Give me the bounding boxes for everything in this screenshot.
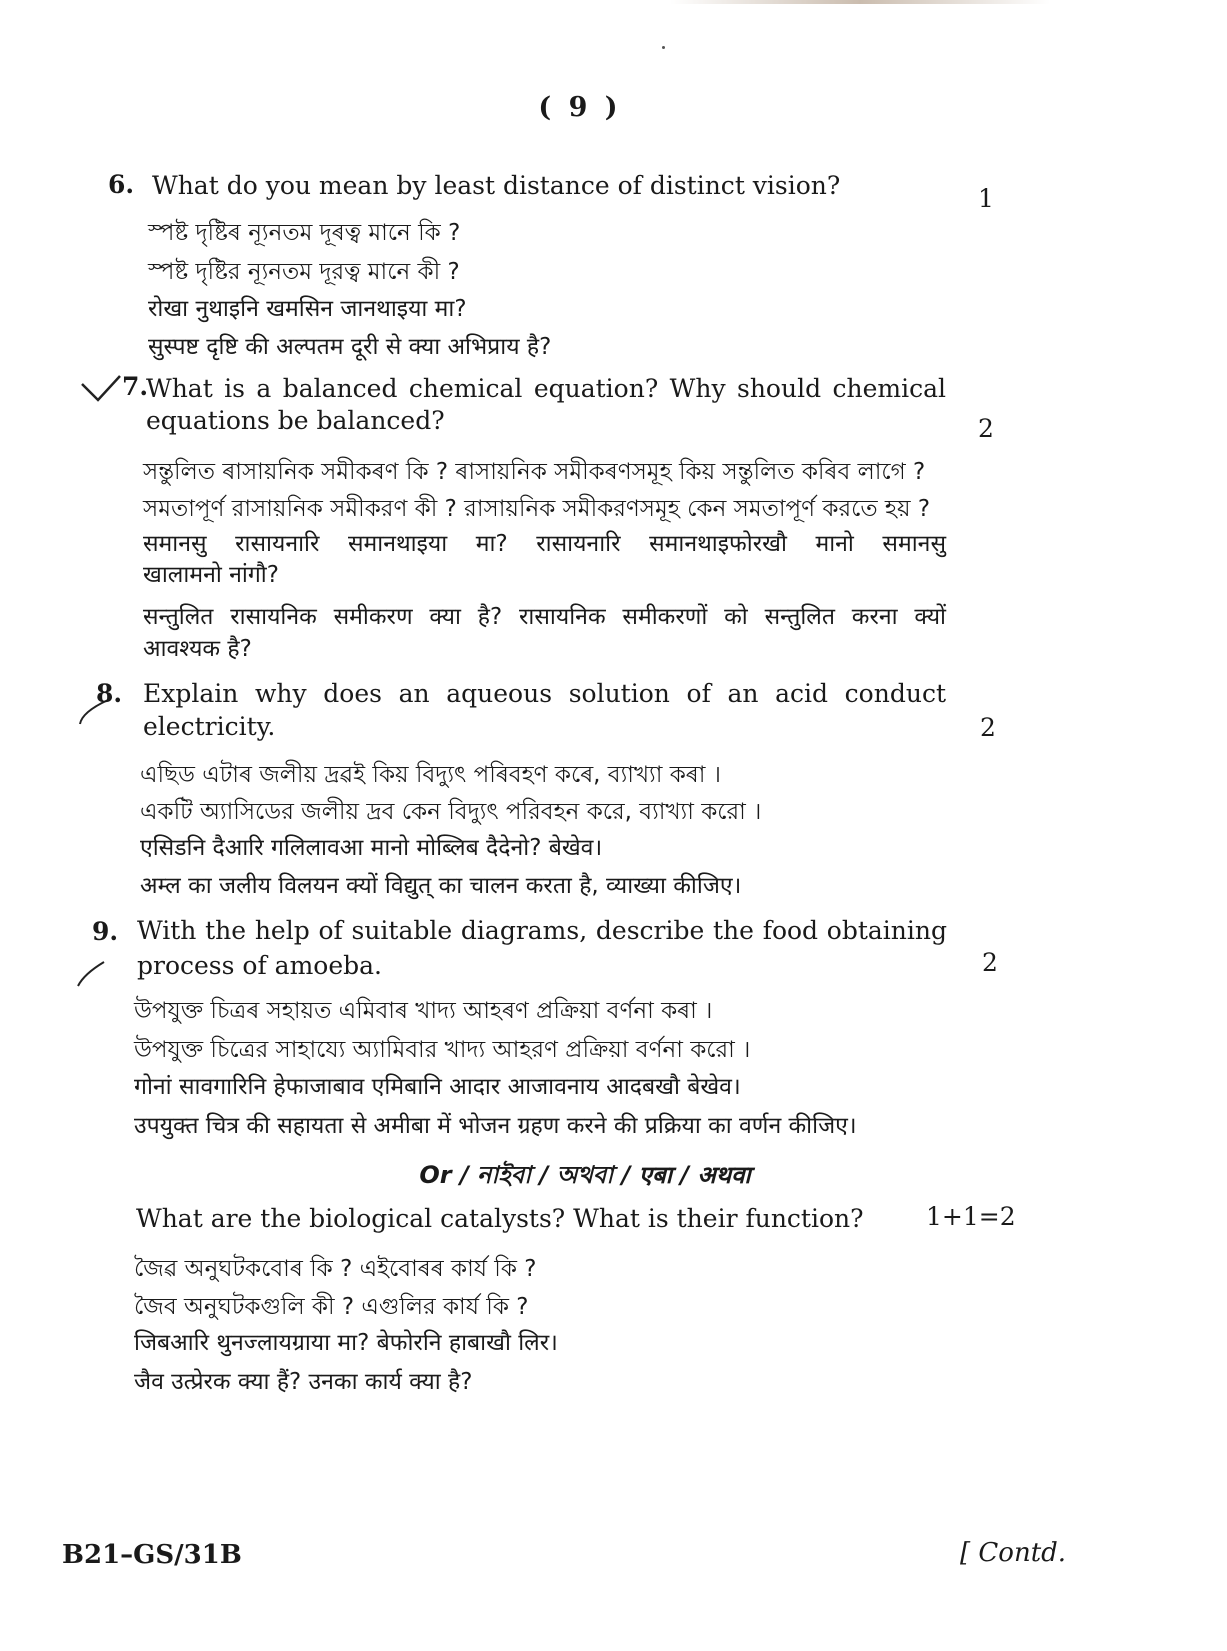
translation-hindi: उपयुक्त चित्र की सहायता से अमीबा में भोजन ग्रहण करने की प्रक्रिया का वर्णन कीजिए। <box>134 1113 857 1139</box>
marks: 1 <box>978 184 994 213</box>
translation-bengali: একটি অ্যাসিডের জলীয় দ্রব কেন বিদ্যুৎ পরিবহন করে, ব্যাখ্যা করো । <box>140 799 762 825</box>
translation-bodo: रोखा नुथाइनि खमसिन जानथाइया मा? <box>148 296 467 322</box>
alt-translation-bengali: জৈব অনুঘটকগুলি কী ? এগুলির কার্য কি ? <box>134 1294 529 1320</box>
translation-assamese: স্পষ্ট দৃষ্টিৰ ন্যূনতম দূৰত্ব মানে কি ? <box>148 220 461 246</box>
question-number: 6. <box>108 170 135 199</box>
translation-hindi: अम्ल का जलीय विलयन क्यों विद्युत् का चालन करता है, व्याख्या कीजिए। <box>140 873 742 899</box>
question-text-line-2: equations be balanced? <box>146 406 445 435</box>
marks: 2 <box>978 414 994 443</box>
translation-bengali: স্পষ্ট দৃষ্টির ন্যূনতম দূরত্ব মানে কী ? <box>148 259 460 285</box>
alternative-question-text: What are the biological catalysts? What is their function? <box>136 1204 864 1233</box>
translation-bodo-line-2: खालामनो नांगौ? <box>143 562 279 588</box>
scan-edge-mark <box>670 0 1050 4</box>
question-text-line-1: What is a balanced chemical equation? Why should chemical <box>146 374 946 403</box>
scan-dot <box>662 46 665 49</box>
question-text-line-2: process of amoeba. <box>137 951 382 980</box>
alt-translation-assamese: জৈৱ অনুঘটকবোৰ কি ? এইবোৰৰ কাৰ্য কি ? <box>134 1256 537 1282</box>
or-divider: Or / নাইবা / অথবা / एबा / अथवा <box>419 1161 751 1189</box>
translation-bodo-line-1: समानसु रासायनारि समानथाइया मा? रासायनारि समानथाइफोरखौ मानो समानसु <box>143 531 946 557</box>
alternative-marks: 1+1=2 <box>926 1202 1016 1231</box>
alt-translation-bodo: जिबआरि थुनज्लायग्राया मा? बेफोरनि हाबाखौ लिर। <box>134 1330 558 1356</box>
question-number: 9. <box>92 917 119 946</box>
translation-hindi-line-1: सन्तुलित रासायनिक समीकरण क्या है? रासायनिक समीकरणों को सन्तुलित करना क्यों <box>143 604 946 630</box>
pen-mark-icon <box>74 956 110 992</box>
continued-label: [ Contd. <box>960 1538 1067 1568</box>
marks: 2 <box>980 713 996 742</box>
question-number: 8. <box>96 679 123 708</box>
translation-bodo: एसिडनि दैआरि गलिलावआ मानो मोब्लिब दैदेनो? बेखेव। <box>140 835 603 861</box>
question-text-line-2: electricity. <box>143 712 276 741</box>
translation-assamese: উপযুক্ত চিত্ৰৰ সহায়ত এমিবাৰ খাদ্য আহৰণ প্ৰক্ৰিয়া বৰ্ণনা কৰা । <box>134 998 713 1024</box>
translation-hindi-line-2: आवश्यक है? <box>143 636 252 662</box>
translation-assamese: এছিড এটাৰ জলীয় দ্ৰৱই কিয় বিদ্যুৎ পৰিবহণ কৰে, ব্যাখ্যা কৰা । <box>140 762 721 788</box>
alt-translation-hindi: जैव उत्प्रेरक क्या हैं? उनका कार्य क्या है? <box>134 1369 473 1395</box>
paper-code: B21–GS/31B <box>62 1540 242 1570</box>
question-text-line-1: Explain why does an aqueous solution of an acid conduct <box>143 679 946 708</box>
translation-bengali: সমতাপূর্ণ রাসায়নিক সমীকরণ কী ? রাসায়নিক সমীকরণসমূহ কেন সমতাপূর্ণ করতে হয় ? <box>143 496 931 522</box>
translation-bengali: উপযুক্ত চিত্রের সাহায্যে অ্যামিবার খাদ্য আহরণ প্রক্রিয়া বর্ণনা করো । <box>134 1037 751 1063</box>
marks: 2 <box>982 948 998 977</box>
translation-hindi: सुस्पष्ट दृष्टि की अल्पतम दूरी से क्या अभिप्राय है? <box>148 334 552 360</box>
translation-assamese: সন্তুলিত ৰাসায়নিক সমীকৰণ কি ? ৰাসায়নিক সমীকৰণসমূহ কিয় সন্তুলিত কৰিব লাগে ? <box>143 459 926 485</box>
question-text-line-1: With the help of suitable diagrams, describe the food obtaining <box>137 916 947 945</box>
question-text: What do you mean by least distance of distinct vision? <box>152 171 841 200</box>
page-number: ( 9 ) <box>538 92 622 123</box>
translation-bodo: गोनां सावगारिनि हेफाजाबाव एमिबानि आदार आजावनाय आदबखौ बेखेव। <box>134 1074 741 1100</box>
question-number: 7. <box>122 372 149 401</box>
